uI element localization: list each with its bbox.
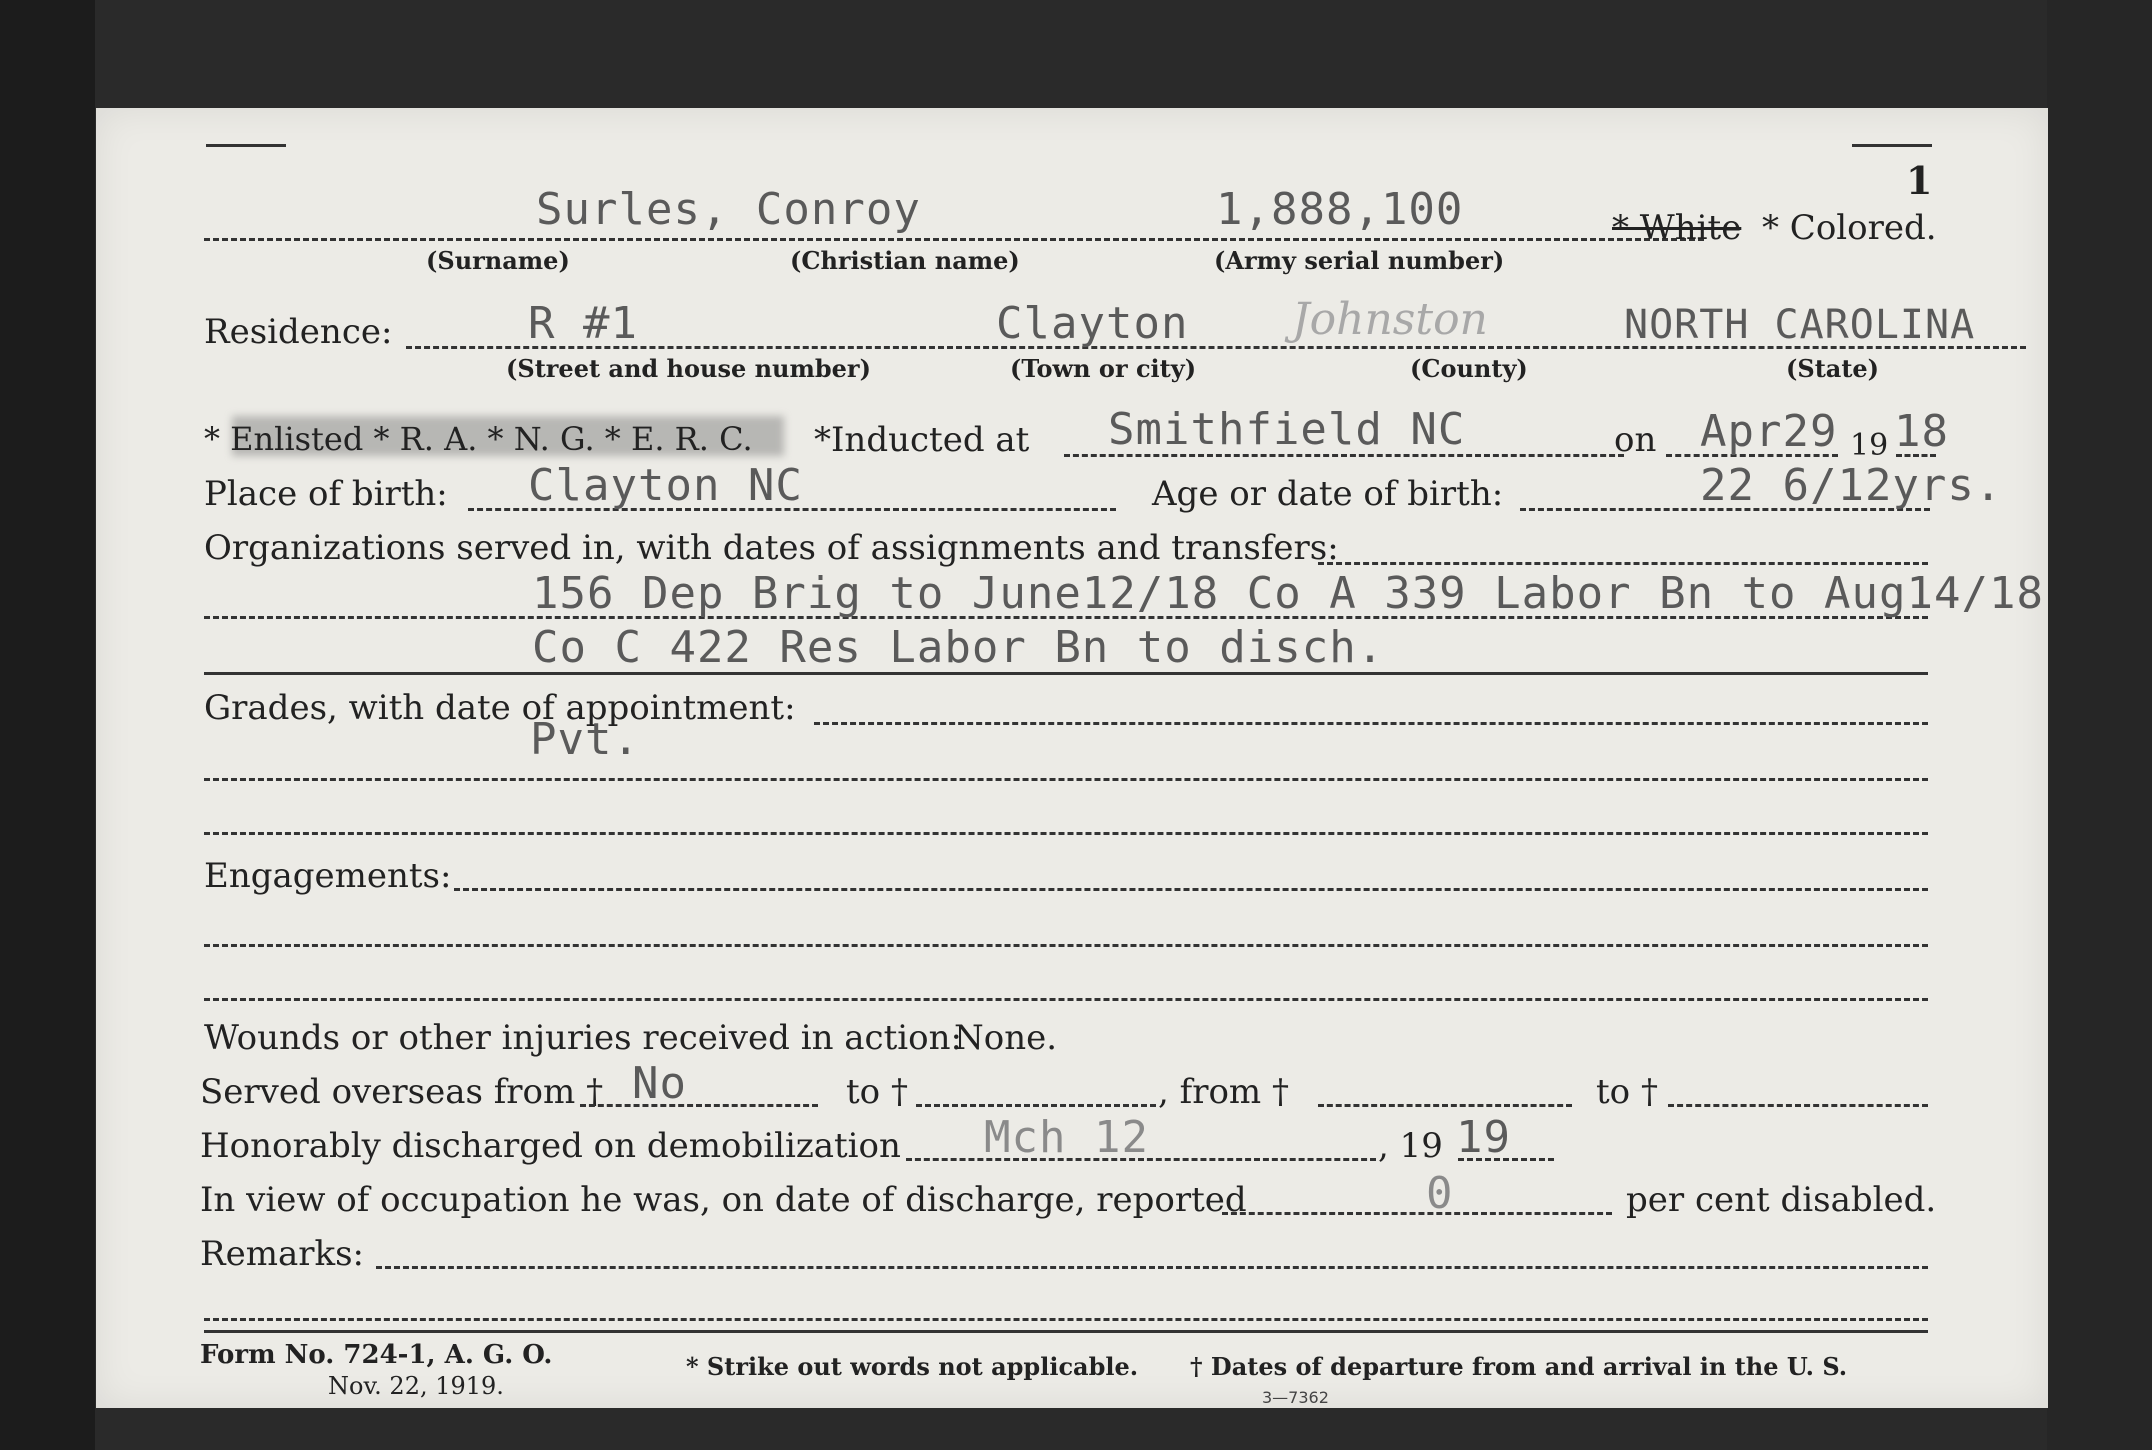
overseas-to-line [916,1104,1156,1107]
page-number: 1 [1906,158,1933,203]
engagements-line-0 [454,888,1928,891]
discharge-date: Mch 12 [984,1112,1149,1163]
disabled-value: 0 [1426,1168,1454,1219]
organizations-entry-1: 156 Dep Brig to June12/18 Co A 339 Labor Bn to Aug14/18 [532,568,2044,619]
organizations-label: Organizations served in, with dates of assignments and transfers: [204,528,1339,568]
birthplace-value: Clayton NC [528,460,803,511]
residence-label: Residence: [204,312,393,352]
overseas-from-line [580,1104,818,1107]
race-white-text: * White [1612,208,1742,248]
town-caption: (Town or city) [1010,354,1197,383]
overseas-to2-line [1668,1104,1928,1107]
footnote-dates: † Dates of departure from and arrival in the U. S. [1190,1352,1848,1381]
street-caption: (Street and house number) [506,354,871,383]
town-value: Clayton [996,298,1189,349]
disabled-line [1222,1212,1612,1215]
service-record-card [96,108,2048,1408]
state-value: NORTH CAROLINA [1624,302,1976,348]
grades-line-1 [204,778,1928,781]
county-caption: (County) [1410,354,1528,383]
overseas-to2-label: to † [1596,1072,1658,1112]
grades-line-2 [204,832,1928,835]
age-label: Age or date of birth: [1152,474,1504,514]
street-value: R #1 [528,298,638,349]
engagements-line-2 [204,998,1928,1001]
birthplace-label: Place of birth: [204,474,448,514]
engagements-line-1 [204,944,1928,947]
discharge-year-prefix: , 19 [1378,1126,1443,1166]
overseas-from2-label: , from † [1158,1072,1289,1112]
induction-year: 18 [1894,406,1949,457]
serial-caption: (Army serial number) [1214,246,1505,275]
disabled-suffix: per cent disabled. [1626,1180,1937,1220]
age-value: 22 6/12yrs. [1700,460,2003,511]
grades-line-0 [814,722,1928,725]
top-left-rule [206,144,286,147]
induction-year-prefix: 19 [1850,428,1889,463]
remarks-line-0 [376,1266,1928,1269]
state-caption: (State) [1786,354,1880,383]
scan-right-edge [2047,0,2152,1450]
footnote-strike: * Strike out words not applicable. [686,1352,1139,1381]
name-value: Surles, Conroy [536,184,921,235]
form-number: Form No. 724-1, A. G. O. [200,1340,553,1370]
discharge-year: 19 [1456,1112,1511,1163]
overseas-to-label: to † [846,1072,908,1112]
overseas-from-label: Served overseas from † [200,1072,604,1112]
form-date: Nov. 22, 1919. [328,1372,504,1400]
wounds-label: Wounds or other injuries received in action: [204,1018,962,1058]
inducted-label: *Inducted at [814,420,1030,460]
induction-date: Apr29 [1700,406,1838,457]
on-label: on [1614,420,1657,460]
engagements-label: Engagements: [204,856,452,896]
grades-label: Grades, with date of appointment: [204,688,796,728]
name-line [204,238,1704,241]
race-colored: * Colored. [1762,208,1937,248]
organizations-line-0 [1318,562,1928,565]
grades-value: Pvt. [530,714,640,765]
discharge-label: Honorably discharged on demobilization [200,1126,901,1166]
inducted-value: Smithfield NC [1108,404,1466,455]
christian-name-caption: (Christian name) [790,246,1020,275]
surname-caption: (Surname) [426,246,570,275]
serial-value: 1,888,100 [1216,184,1464,235]
organizations-entry-2: Co C 422 Res Labor Bn to disch. [532,622,1385,673]
scan-left-edge [0,0,95,1450]
footer-rule [204,1330,1928,1333]
print-code: 3—7362 [1262,1388,1329,1407]
enlisted-options: * Enlisted * R. A. * N. G. * E. R. C. [204,420,753,458]
overseas-value: No [632,1058,687,1109]
race-white [1612,208,1741,248]
overseas-from2-line [1318,1104,1572,1107]
county-value: Johnston [1292,294,1488,345]
remarks-line-1 [204,1318,1928,1321]
wounds-value: None. [954,1018,1058,1058]
top-right-rule [1852,144,1932,147]
remarks-label: Remarks: [200,1234,364,1274]
disabled-label: In view of occupation he was, on date of discharge, reported [200,1180,1247,1220]
